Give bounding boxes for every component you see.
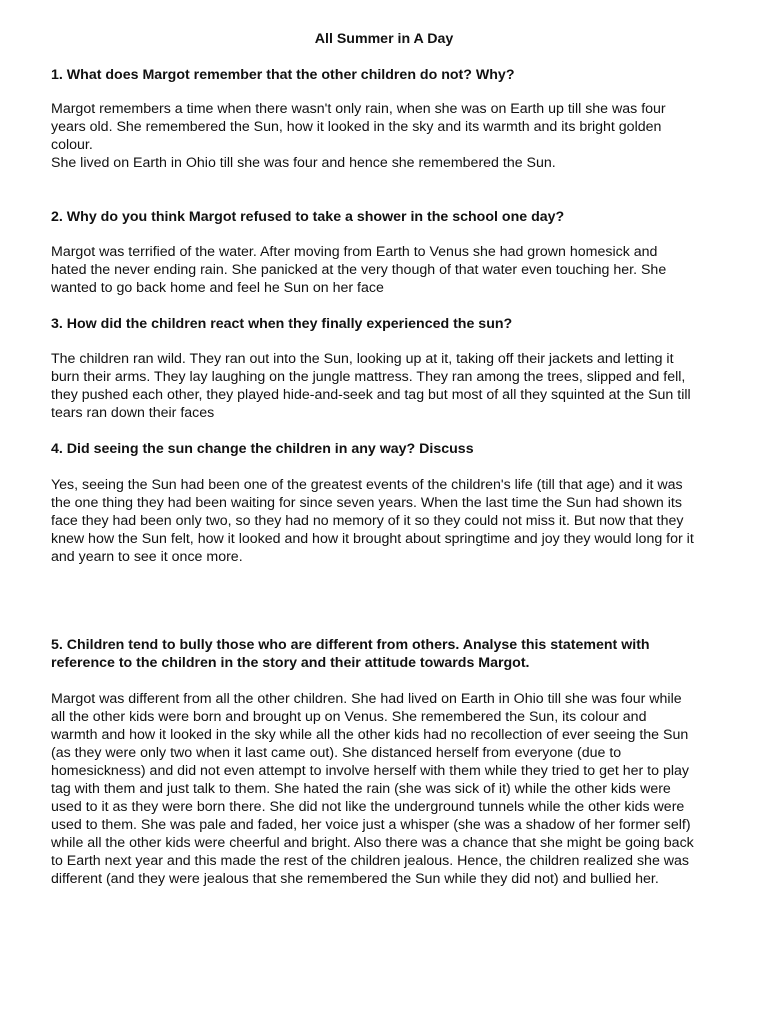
answer-1-line: colour.: [51, 137, 93, 153]
answer-5-line: Margot was different from all the other children. She had lived on Earth in Ohio till she was four while: [51, 691, 682, 707]
answer-4-line: and yearn to see it once more.: [51, 549, 243, 565]
answer-5-line: all the other kids were born and brought up on Venus. She remembered the Sun, its colour and: [51, 709, 647, 725]
answer-5-line: while all the other kids were cheerful and bright. Also there was a chance that she might be going back: [51, 835, 694, 851]
answer-2: [51, 243, 741, 297]
answer-5-line: to Earth next year and this made the rest of the children jealous. Hence, the children realized she was: [51, 853, 690, 869]
answer-5-line: warmth and how it looked in the sky while all the other kids had no recollection of ever seeing the Sun: [51, 727, 689, 743]
answer-3-line: they pushed each other, they played hide-and-seek and tag but most of all they squinted at the Sun till: [51, 387, 691, 403]
answer-5-line: tag with them and just talk to them. She hated the rain (she was sick of it) while the other kids were: [51, 781, 671, 797]
answer-3: [51, 350, 741, 422]
answer-2-line: hated the never ending rain. She panicked at the very though of that water even touching her. She: [51, 262, 667, 278]
answer-1-line: years old. She remembered the Sun, how it looked in the sky and its warmth and its bright golden: [51, 119, 662, 135]
answer-1-line: She lived on Earth in Ohio till she was four and hence she remembered the Sun.: [51, 155, 556, 171]
question-2: 2. Why do you think Margot refused to take a shower in the school one day?: [51, 209, 565, 225]
answer-5-line: different (and they were jealous that she remembered the Sun while they did not) and bullied her.: [51, 871, 659, 887]
question-3: 3. How did the children react when they finally experienced the sun?: [51, 316, 513, 332]
answer-5-line: homesickness) and did not even attempt to involve herself with them while they tried to get her to play: [51, 763, 689, 779]
question-5-line: 5. Children tend to bully those who are different from others. Analyse this statement with: [51, 637, 650, 653]
document-title: All Summer in A Day: [314, 31, 454, 47]
answer-5-line: used to it as they were born there. She did not like the underground tunnels while the other kids were: [51, 799, 685, 815]
answer-4-line: knew how the Sun felt, how it looked and how it brought about springtime and joy they would long for it: [51, 531, 694, 547]
answer-4-line: Yes, seeing the Sun had been one of the greatest events of the children's life (till that age) and it was: [51, 477, 683, 493]
answer-5: [51, 690, 741, 888]
question-5-line: reference to the children in the story and their attitude towards Margot.: [51, 655, 530, 671]
question-4: 4. Did seeing the sun change the children in any way? Discuss: [51, 441, 474, 457]
answer-2-line: wanted to go back home and feel he Sun on her face: [51, 280, 384, 296]
answer-1: [51, 100, 741, 172]
answer-3-line: tears ran down their faces: [51, 405, 215, 421]
answer-5-line: used to them. She was pale and faded, her voice just a whisper (she was a shadow of her former self): [51, 817, 691, 833]
answer-4-line: the one thing they had been waiting for since seven years. When the last time the Sun had shown its: [51, 495, 682, 511]
answer-2-line: Margot was terrified of the water. After moving from Earth to Venus she had grown homesick and: [51, 244, 658, 260]
answer-3-line: burn their arms. They lay laughing on the jungle mattress. They ran among the trees, slipped and fell,: [51, 369, 686, 385]
answer-3-line: The children ran wild. They ran out into the Sun, looking up at it, taking off their jackets and letting it: [51, 351, 674, 367]
answer-4: [51, 476, 741, 566]
answer-5-line: (as they were only two when it last came out). She distanced herself from everyone (due to: [51, 745, 622, 761]
answer-1-line: Margot remembers a time when there wasn't only rain, when she was on Earth up till she was four: [51, 101, 666, 117]
answer-4-line: face they had been only two, so they had no memory of it so they could not miss it. But now that they: [51, 513, 684, 529]
question-5: [51, 636, 741, 672]
question-1: 1. What does Margot remember that the other children do not? Why?: [51, 67, 515, 83]
